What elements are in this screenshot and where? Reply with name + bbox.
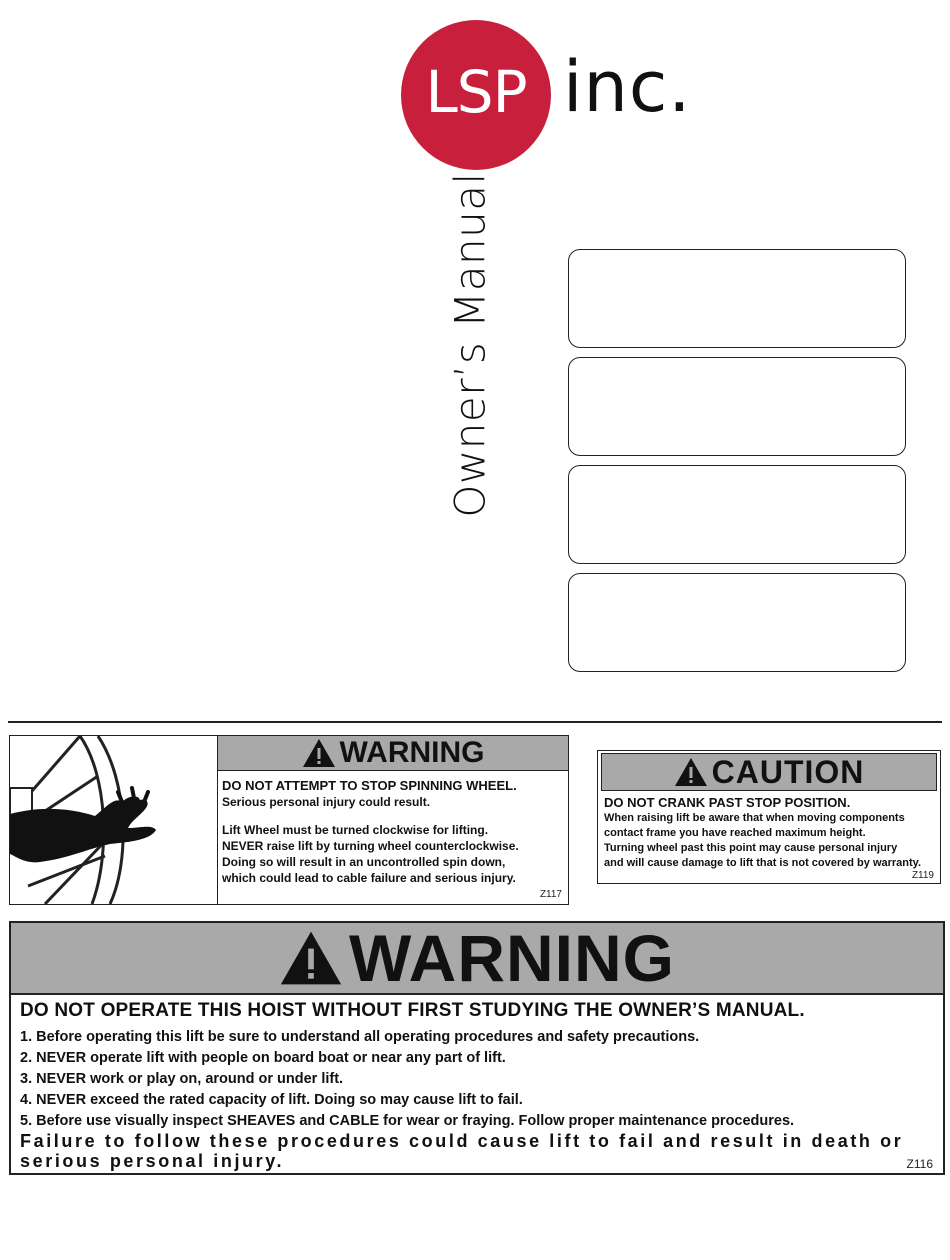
caution-code: Z119	[911, 870, 934, 881]
info-box-3	[568, 465, 906, 564]
main-warning-lead: DO NOT OPERATE THIS HOIST WITHOUT FIRST STUDYING THE OWNER’S MANUAL.	[20, 1000, 805, 1021]
info-box-4	[568, 573, 906, 672]
caution-triangle-icon	[674, 757, 708, 787]
caution-line-2: contact frame you have reached maximum height.	[604, 827, 866, 839]
warning-triangle-icon	[302, 738, 336, 768]
section-divider	[8, 721, 942, 723]
wheel-warning-line-4: which could lead to cable failure and serious injury.	[222, 871, 516, 885]
title-container	[440, 172, 500, 518]
wheel-warning-lead: DO NOT ATTEMPT TO STOP SPINNING WHEEL.	[222, 778, 517, 793]
logo-suffix: inc.	[563, 46, 692, 128]
wheel-warning-heading: WARNING	[339, 736, 485, 769]
caution-label	[597, 750, 941, 884]
caution-line-1: When raising lift be aware that when moving components	[604, 812, 905, 824]
list-item: 4. NEVER exceed the rated capacity of lift. Doing so may cause lift to fail.	[20, 1092, 523, 1108]
caution-heading: CAUTION	[711, 754, 865, 790]
wheel-warning-text	[222, 778, 562, 886]
logo-mark: LSP	[425, 58, 527, 126]
page-title: Owner’s Manual	[445, 172, 495, 518]
wheel-warning-label	[9, 735, 569, 905]
wheel-warning-line-3: Doing so will result in an uncontrolled spin down,	[222, 855, 506, 869]
caution-header	[601, 753, 937, 791]
logo-circle	[401, 20, 551, 170]
caution-lead: DO NOT CRANK PAST STOP POSITION.	[604, 795, 851, 810]
list-item: 3. NEVER work or play on, around or under lift.	[20, 1071, 344, 1087]
caution-line-4: and will cause damage to lift that is not covered by warranty.	[604, 857, 922, 869]
wheel-warning-sub: Serious personal injury could result.	[222, 795, 431, 809]
main-warning-code: Z116	[906, 1157, 933, 1171]
main-warning-list	[20, 1027, 794, 1132]
wheel-warning-line-2: NEVER raise lift by turning wheel counterclockwise.	[222, 839, 519, 853]
list-item: 2. NEVER operate lift with people on board boat or near any part of lift.	[20, 1050, 506, 1066]
info-box-2	[568, 357, 906, 456]
list-item: 5. Before use visually inspect SHEAVES and CABLE for wear or fraying. Follow proper maintenance procedures.	[20, 1113, 795, 1129]
main-warning-heading: WARNING	[349, 921, 675, 995]
info-box-1	[568, 249, 906, 348]
wheel-warning-line-1: Lift Wheel must be turned clockwise for lifting.	[222, 823, 489, 837]
wheel-warning-code: Z117	[539, 889, 562, 900]
caution-line-3: Turning wheel past this point may cause personal injury	[604, 842, 898, 854]
main-warning-label	[9, 921, 945, 1175]
wheel-hand-icon	[10, 736, 217, 904]
wheel-warning-header	[218, 736, 568, 771]
main-warning-triangle-icon	[279, 929, 343, 987]
list-item: 1. Before operating this lift be sure to understand all operating procedures and safety precautions.	[20, 1029, 700, 1045]
caution-text	[604, 794, 938, 871]
wheel-hand-illustration	[10, 736, 218, 904]
main-warning-footer: Failure to follow these procedures could cause lift to fail and result in death or serious personal injury.	[20, 1131, 904, 1171]
main-warning-header	[11, 923, 943, 995]
